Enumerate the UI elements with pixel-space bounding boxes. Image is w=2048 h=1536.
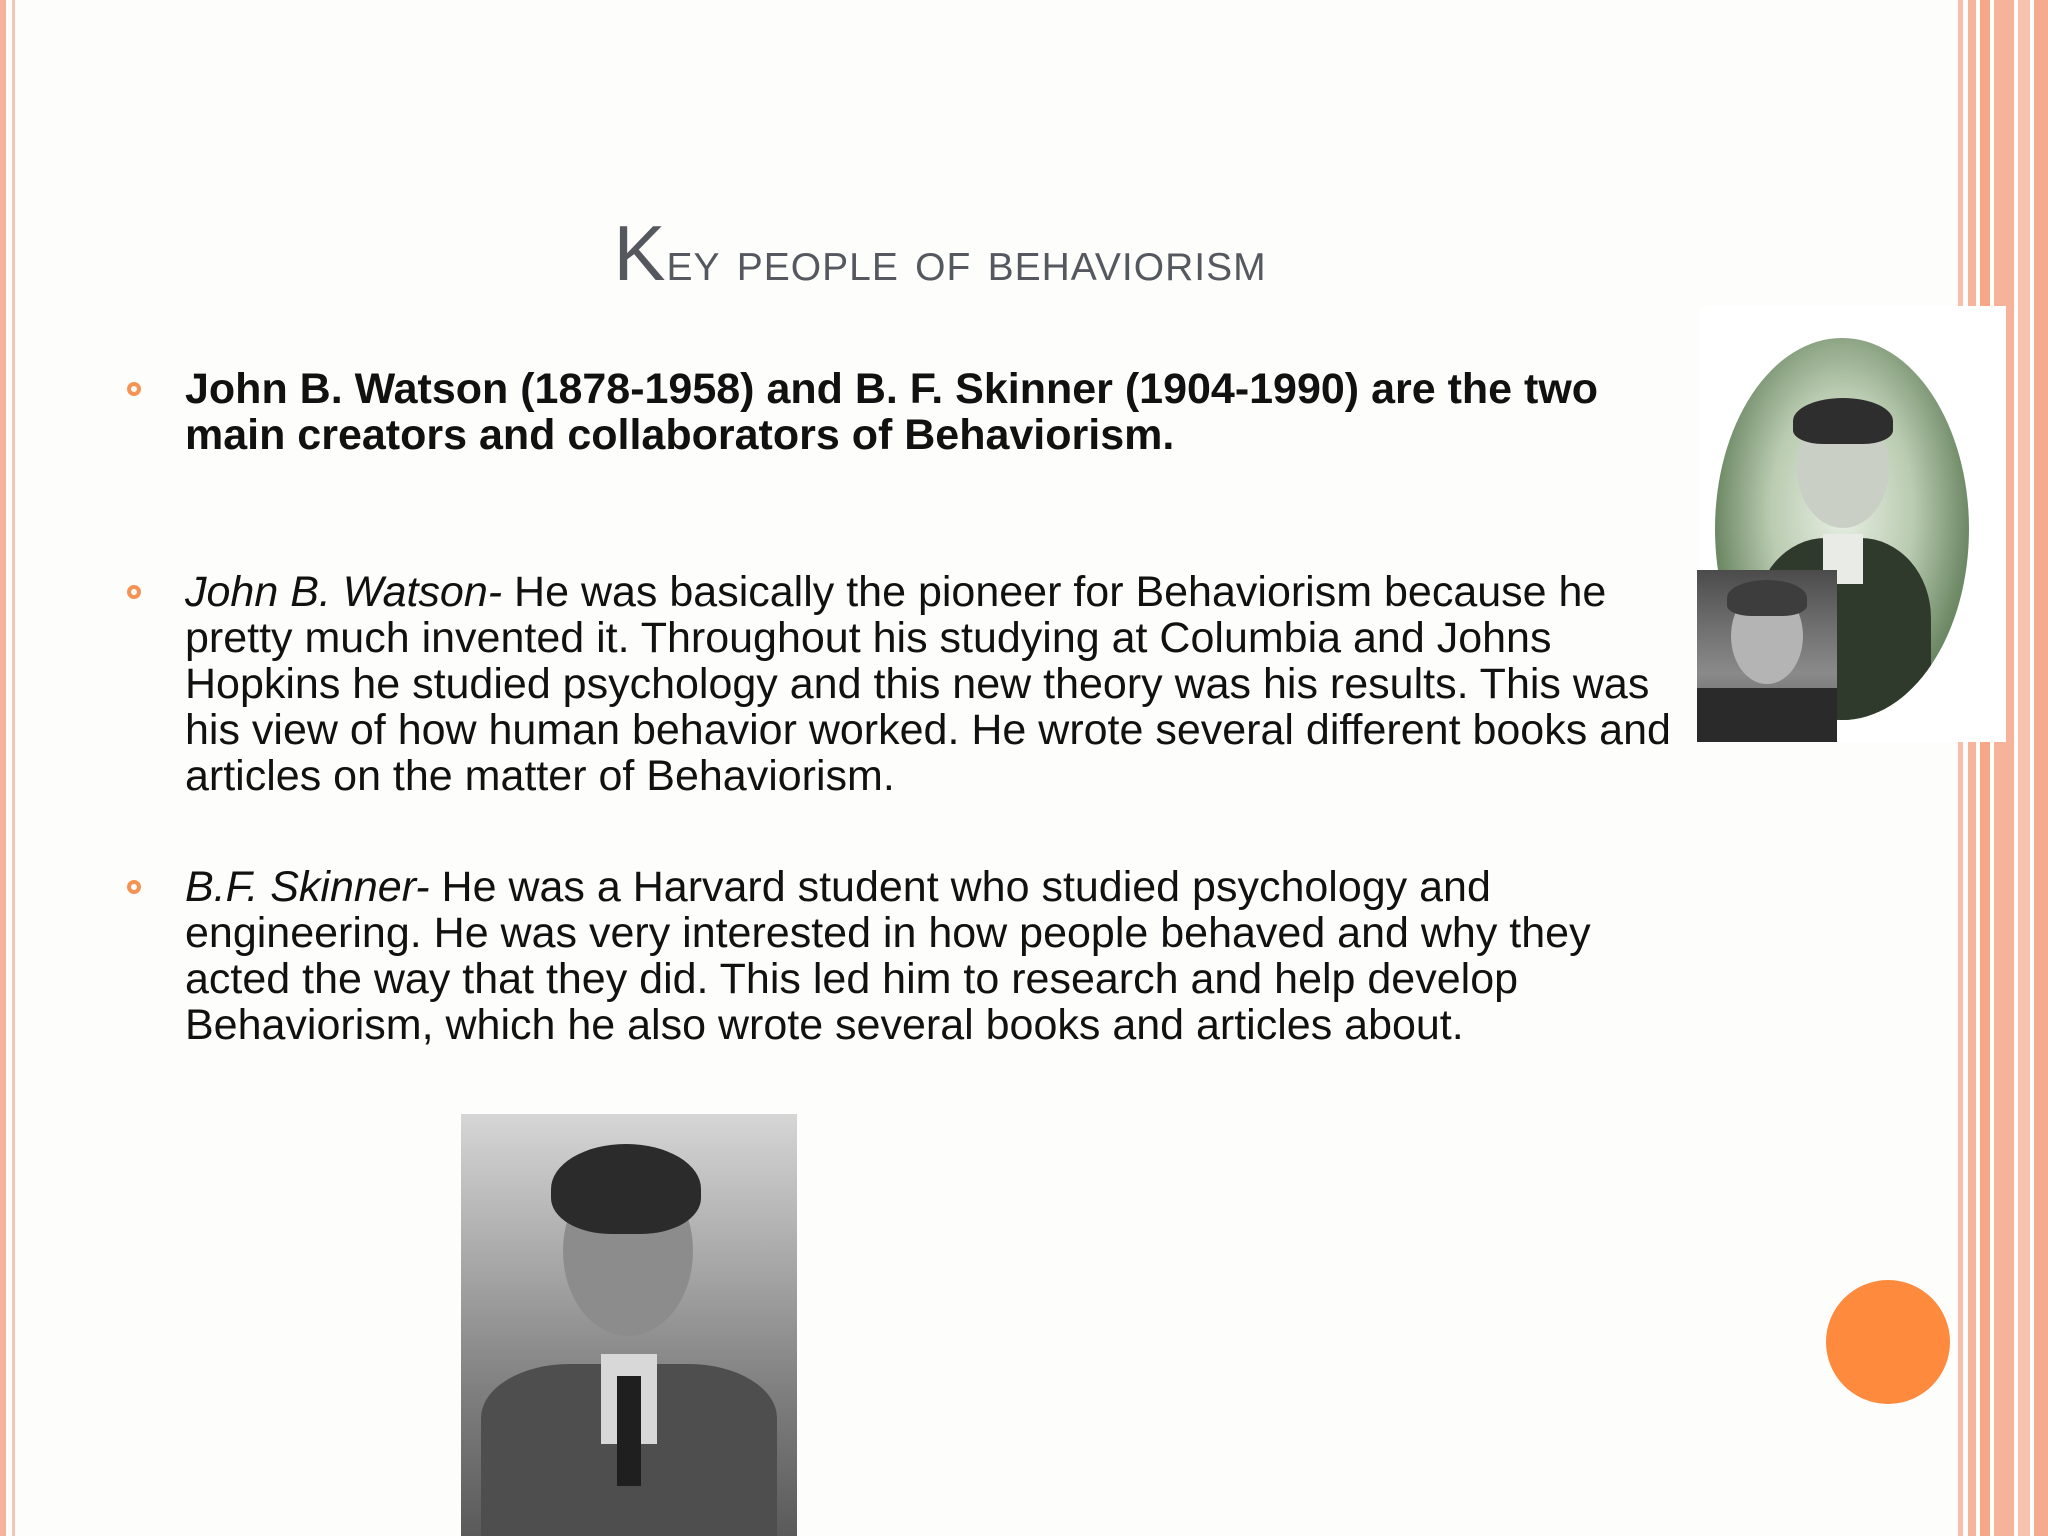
bullet-marker-icon [127,585,141,599]
bullet-lead: John B. Watson- [185,568,503,616]
bullet-item [185,569,1705,799]
bullet-item [185,864,1705,1048]
right-decor-stripe [1980,0,1990,1536]
bullet-text: He was basically the pioneer for Behaviorism because he pretty much invented it. Throughout his studying at Columbia and Johns Hopkins he studied psychology and this new theory was his results. This was his view of how human behavior worked. He wrote several different books and articles on the matter of Behaviorism. [185,568,1671,800]
skinner-young-portrait [461,1114,797,1536]
bullet-marker-icon [127,382,141,396]
bullet-text: John B. Watson (1878-1958) and B. F. Skinner (1904-1990) are the two main creators and collaborators of Behaviorism. [185,365,1599,459]
skinner-older-portrait [1697,570,1837,742]
bullet-lead: B.F. Skinner- [185,863,430,911]
bullet-marker-icon [127,880,141,894]
slide-title-initial: K [613,209,667,297]
decorative-circle [1826,1280,1950,1404]
bullet-item [185,366,1705,458]
slide-title-rest: ey people of behaviorism [666,230,1267,292]
right-decor-stripe [1968,0,1976,1536]
right-decor-stripe [1994,0,2014,1536]
slide-title [0,208,1880,299]
right-decor-stripe [1958,0,1963,1536]
bullet-text: He was a Harvard student who studied psychology and engineering. He was very interested in how people behaved and why they acted the way that they did. This led him to research and help develop Behaviorism, which he also wrote several books and articles about. [185,863,1591,1049]
right-decor-stripe [2018,0,2030,1536]
right-decor-stripe [2034,0,2048,1536]
